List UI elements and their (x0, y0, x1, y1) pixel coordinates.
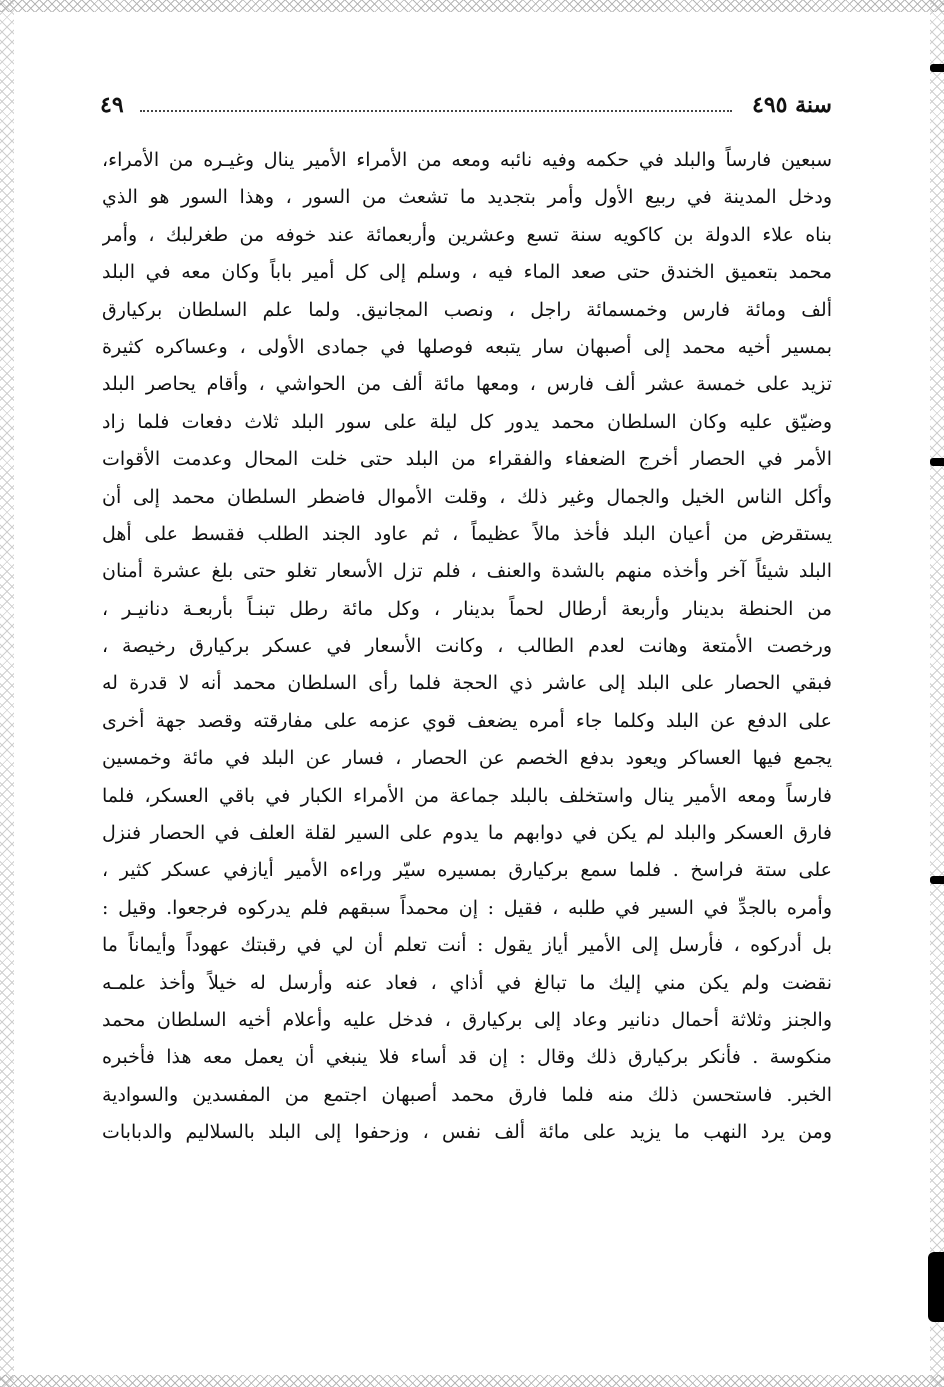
page-number: ٤٩ (100, 88, 130, 122)
text-line: فارق العسكر والبلد لم يكن في دوابهم ما يدوم على السير لقلة العلف في الحصار فنزل (102, 822, 832, 845)
text-line: ورخصت الأمتعة وهانت لعدم الطالب ، وكانت الأسعار في عسكر بركيارق رخيصة ، (102, 635, 832, 658)
text-line: محمد بتعميق الخندق حتى صعد الماء فيه ، وسلم إلى كل أمير باباً وكان معه في البلد (102, 261, 832, 284)
text-line: ومن يرد النهب ما يزيد على مائة ألف نفس ، وزحفوا إلى البلد بالسلاليم والدبابات (102, 1121, 832, 1144)
ornamental-border-top (0, 0, 944, 12)
text-line: ألف ومائة فارس وخمسمائة راجل ، ونصب المجانيق. ولما علم السلطان بركيارق (102, 298, 832, 321)
edge-marker (930, 876, 944, 884)
text-line: على ستة فراسخ . فلما سمع بركيارق بمسيره سيّر وراءه الأمير أيازفي عسكر كثير ، (102, 859, 832, 882)
text-line: يجمع فيها العساكر ويعود بدفع الخصم عن الحصار ، فسار عن البلد في مائة وخمسين (102, 747, 832, 770)
text-line: والجنز وثلاثة أحمال دنانير وعاد إلى بركيارق ، فدخل عليه وأعلام أخيه السلطان محمد (102, 1008, 832, 1031)
text-line: سبعين فارساً والبلد في حكمه وفيه نائبه ومعه من الأمراء الأمير ينال وغيـره من الأمراء، (102, 149, 832, 171)
ornamental-border-bottom (0, 1375, 944, 1387)
text-line: البلد شيئاً آخر وأخذه منهم بالشدة والعنف ، فلم تزل الأسعار تغلو حتى بلغ عشرة أمنان (102, 560, 832, 583)
text-line: بناه علاء الدولة بن كاكويه سنة تسع وعشرين وأربعمائة عند خوفه من طغرلبك ، وأمر (102, 223, 832, 246)
edge-marker (930, 64, 944, 72)
text-line: وأمره بالجدِّ في السير في طلبه ، فقيل : إن محمداً سبقهم فلم يدركوه فرجعوا. وقيل : (102, 896, 832, 919)
text-line: منكوسة . فأنكر بركيارق ذلك وقال : إن قد أساء فلا ينبغي أن يعمل معه هذا فأخبره (102, 1046, 832, 1069)
text-line: على الدفع عن البلد وكلما جاء أمره يضعف قوي عزمه على مفارقته وقصد جهة أخرى (102, 709, 832, 732)
edge-marker (930, 458, 944, 466)
text-line: الخبر. فاستحسن ذلك منه فلما فارق محمد أصبهان اجتمع من المفسدين والسوادية (102, 1083, 832, 1106)
header-dotted-rule (140, 110, 732, 112)
text-line: تزيد على خمسة عشر ألف فارس ، ومعها مائة ألف من الحواشي ، وأقام يحاصر البلد (102, 373, 832, 396)
text-line: من الحنطة بدينار وأربعة أرطال لحماً بدينار ، وكل مائة رطل تبنـاً بأربعـة دنانيـر ، (102, 597, 832, 620)
ornamental-border-right (930, 0, 944, 1387)
text-line: الأمر في الحصار أخرج الضعفاء والفقراء من البلد حتى خلت المحال وعدمت الأقوات (102, 448, 832, 471)
edge-thumb-tab (928, 1252, 944, 1322)
text-line: نقضت ولم يكن مني إليك ما تبالغ في أذاي ، فعاد عنه وأرسل له خيلاً وأخذ علمـه (102, 971, 832, 994)
text-line: ودخل المدينة في ربيع الأول وأمر بتجديد ما تشعث من السور ، وهذا السور هو الذي (102, 186, 832, 209)
ornamental-border-left (0, 0, 14, 1387)
text-line: بل أدركوه ، فأرسل إلى الأمير أياز يقول : أنت تعلم أن لي في رقبتك عهوداً وأيماناً ما (102, 934, 832, 957)
text-line: يستقرض من أعيان البلد فأخذ مالاً عظيماً ، ثم عاود الجند الطلب فقسط على أهل (102, 522, 832, 545)
text-line: وضيّق عليه وكان السلطان محمد يدور كل ليلة على سور البلد ثلاث دفعات فلما زاد (102, 410, 832, 433)
text-line: فبقي الحصار على البلد إلى عاشر ذي الحجة فلما رأى السلطان محمد أنه لا قدرة له (102, 672, 832, 695)
text-line: وأكل الناس الخيل والجمال وغير ذلك ، وقلت الأموال فاضطر السلطان محمد إلى أن (102, 485, 832, 508)
text-line: فارساً ومعه الأمير ينال واستخلف بالبلد جماعة من الأمراء الكبار في باقي العسكر، فلما (102, 784, 832, 807)
running-head-year: سنة ٤٩٥ (746, 88, 832, 122)
body-text (102, 142, 832, 1152)
text-line: بمسير أخيه محمد إلى أصبهان سار يتبعه فوصلها في جمادى الأولى ، وعساكره كثيرة (102, 335, 832, 358)
page-header (100, 88, 832, 128)
